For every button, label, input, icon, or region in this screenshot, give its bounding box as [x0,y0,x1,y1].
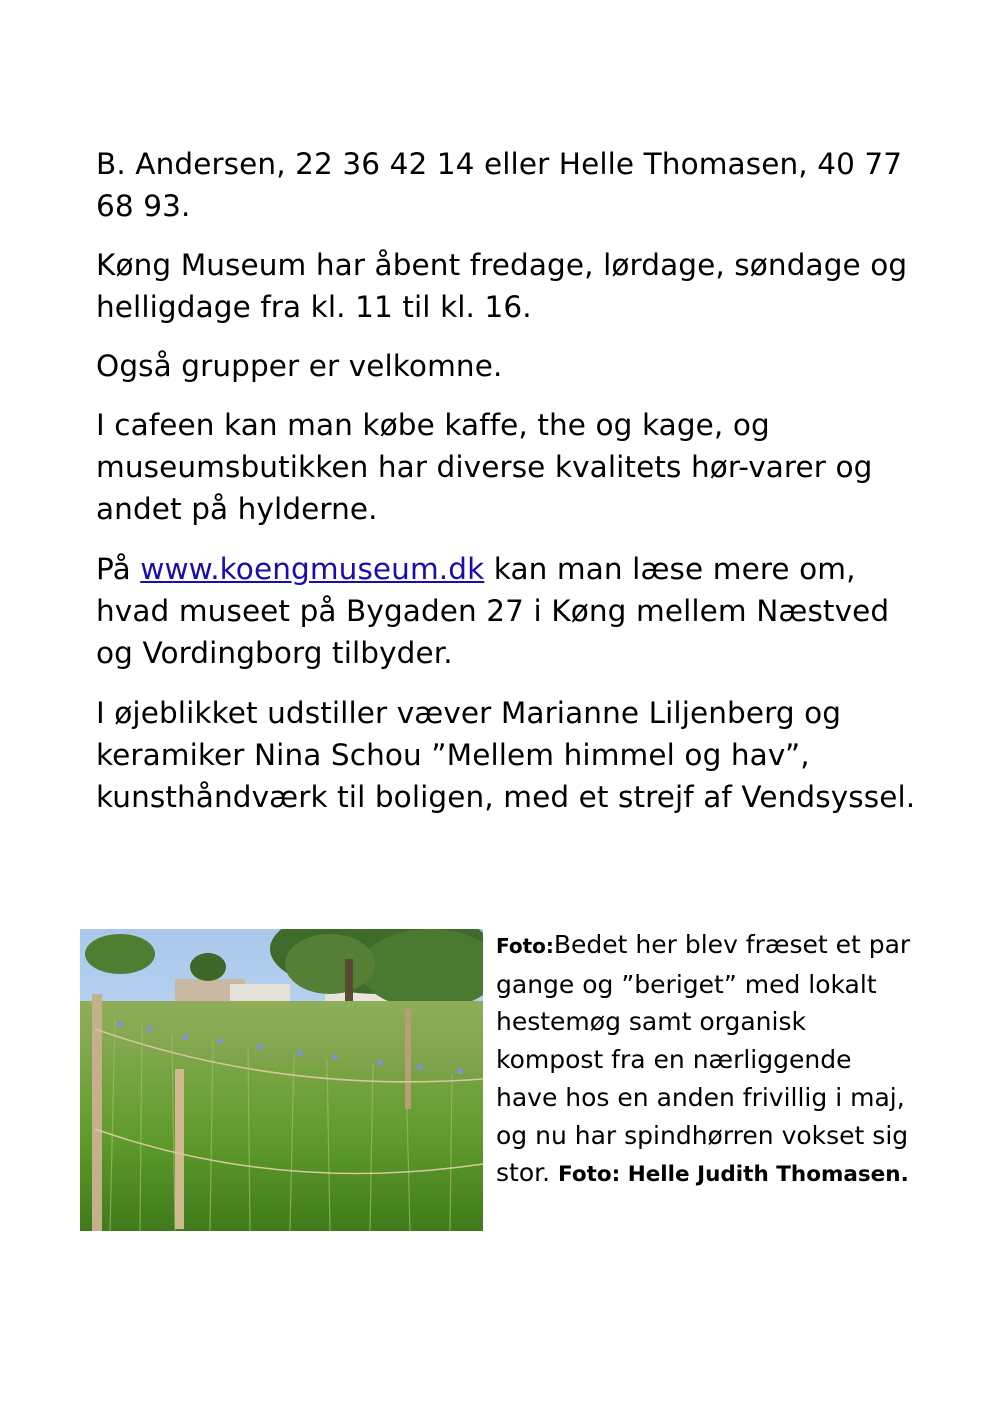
website-paragraph [96,548,916,674]
groups-paragraph: Også grupper er velkomne. [96,349,503,383]
photo-caption [496,926,916,1194]
flax-bed-photo [80,929,483,1231]
exhibition-paragraph: I øjeblikket udstiller væver Marianne Liljenberg og keramiker Nina Schou ”Mellem himmel og hav”, kunsthåndværk til boligen, med et strejf af Vendsyssel. [96,696,916,814]
website-link[interactable]: www.koengmuseum.dk [140,552,485,586]
photo-credit: Foto: Helle Judith Thomasen. [558,1162,909,1188]
cafe-paragraph: I cafeen kan man købe kaffe, the og kage, og museumsbutikken har diverse kvalitets hør-varer og andet på hylderne. [96,408,873,526]
contact-paragraph: B. Andersen, 22 36 42 14 eller Helle Thomasen, 40 77 68 93. [96,147,903,223]
caption-lead: Foto: [496,934,554,958]
opening-hours-paragraph: Køng Museum har åbent fredage, lørdage, søndage og helligdage fra kl. 11 til kl. 16. [96,248,908,324]
website-suffix: kan man læse mere om, hvad museet på Bygaden 27 i Køng mellem Næstved og Vordingborg tilbyder. [96,552,890,670]
caption-text: Bedet her blev fræset et par gange og ”beriget” med lokalt hestemøg samt organisk kompost fra en nærliggende have hos en anden frivillig i maj, og nu har spindhørren vokset sig stor. [496,930,911,1188]
website-prefix: På [96,552,141,586]
